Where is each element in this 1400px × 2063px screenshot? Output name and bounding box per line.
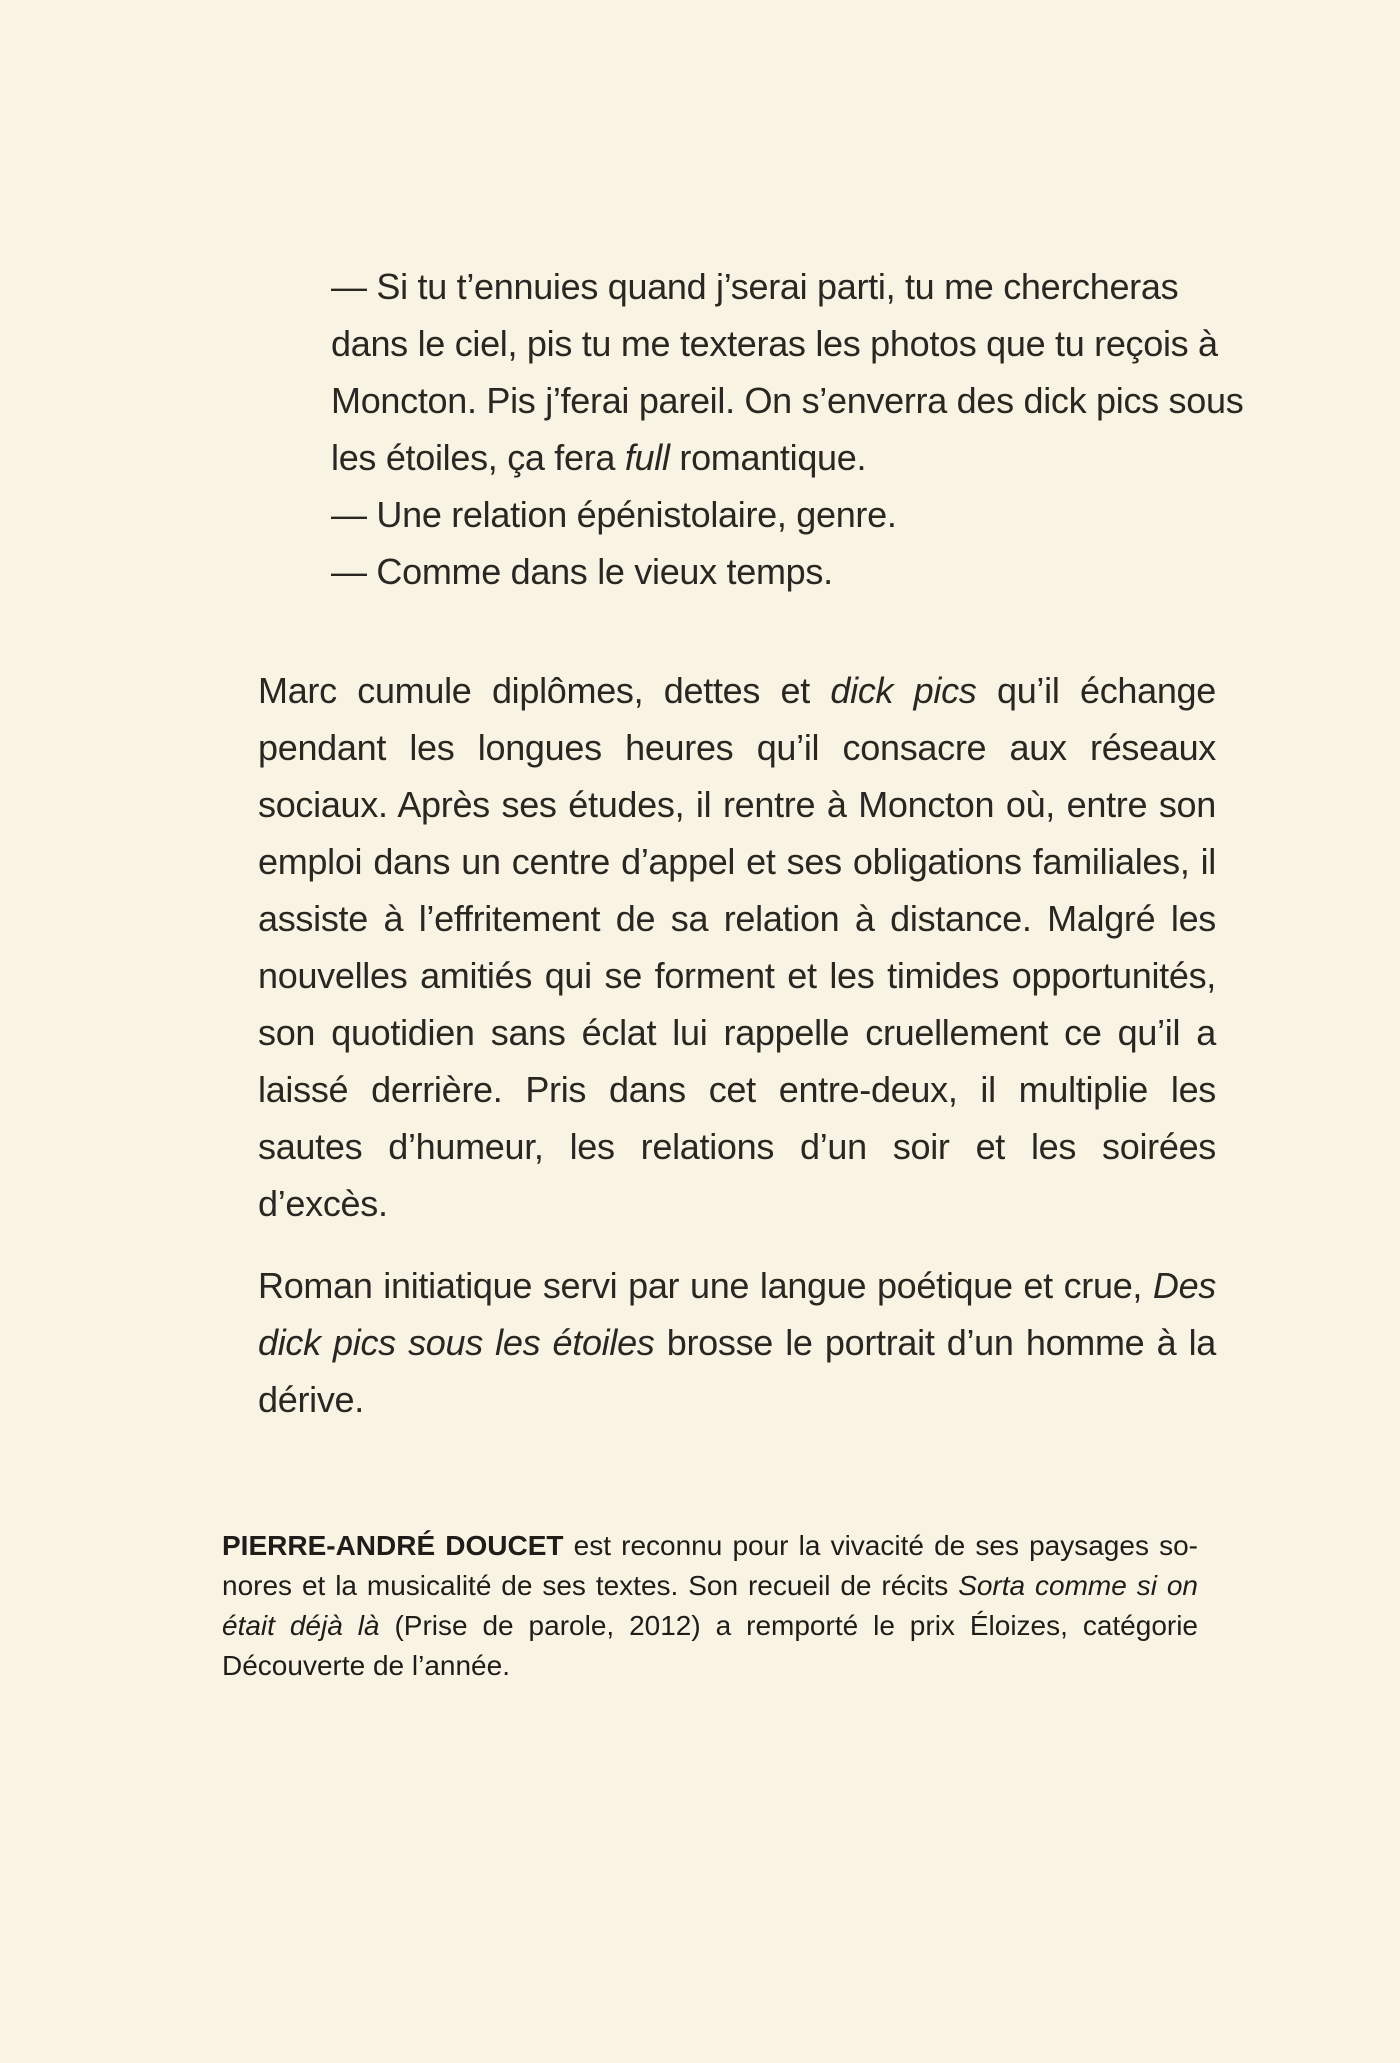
- blurb-text: Roman initiatique servi par une langue poétique et crue,: [258, 1265, 1153, 1306]
- quote-text: — Une relation épénistolaire, genre.: [331, 494, 897, 535]
- quote-text: les étoiles, ça fera: [331, 437, 625, 478]
- bio-text: (Prise de parole, 2012) a remporté le prix Éloizes, catégorie Découverte de l’année.: [222, 1610, 1199, 1681]
- blurb-italic: dick pics: [830, 670, 977, 711]
- quote-line: [331, 372, 1244, 429]
- quote-line: [331, 486, 1231, 543]
- bio-text: est reconnu pour la vivacité de ses paysages sonores et la musicalité de ses textes. Son recueil de récits: [222, 1530, 1198, 1601]
- bio-paragraph: [222, 1526, 1198, 1686]
- quote-italic: full: [624, 437, 670, 478]
- excerpt-quote: [331, 258, 1244, 600]
- previous-book-title: Sorta comme si on était déjà là: [222, 1570, 1198, 1641]
- quote-line: [331, 258, 1231, 315]
- blurb-text: qu’il échange pendant les longues heures qu’il consacre aux réseaux sociaux. Après ses études, il rentre à Moncton où, entre son emploi dans un centre d’appel et ses obligations familiales, il assiste à l’effritement de sa relation à distance. Malgré les nouvelles amitiés qui se forment et les timides opportunités, son quotidien sans éclat lui rappelle cruellement ce qu’il a laissé derrière. Pris dans cet entre-deux, il multiplie les sautes d’humeur, les relations d’un soir et les soirées d’excès.: [258, 670, 1216, 1224]
- author-bio: [222, 1526, 1198, 1686]
- quote-text: romantique.: [669, 437, 867, 478]
- blurb-text: brosse le portrait d’un homme à la dérive.: [258, 1322, 1216, 1420]
- quote-line: [331, 429, 1231, 486]
- book-blurb: [258, 662, 1216, 1428]
- quote-text: — Si tu t’ennuies quand j’serai parti, tu me chercheras: [331, 266, 1179, 307]
- quote-text: dans le ciel, pis tu me texteras les photos que tu reçois à: [331, 323, 1218, 364]
- blurb-paragraph: [258, 662, 1216, 1232]
- blurb-paragraph: [258, 1257, 1216, 1428]
- blurb-text: Marc cumule diplômes, dettes et: [258, 670, 831, 711]
- quote-text: — Comme dans le vieux temps.: [331, 551, 833, 592]
- author-name: PIERRE-ANDRÉ DOUCET: [222, 1530, 564, 1561]
- quote-line: [331, 543, 1231, 600]
- book-title: Des dick pics sous les étoiles: [258, 1265, 1216, 1363]
- quote-line: [331, 315, 1231, 372]
- quote-text: Moncton. Pis j’ferai pareil. On s’enverra des dick pics sous: [331, 380, 1244, 421]
